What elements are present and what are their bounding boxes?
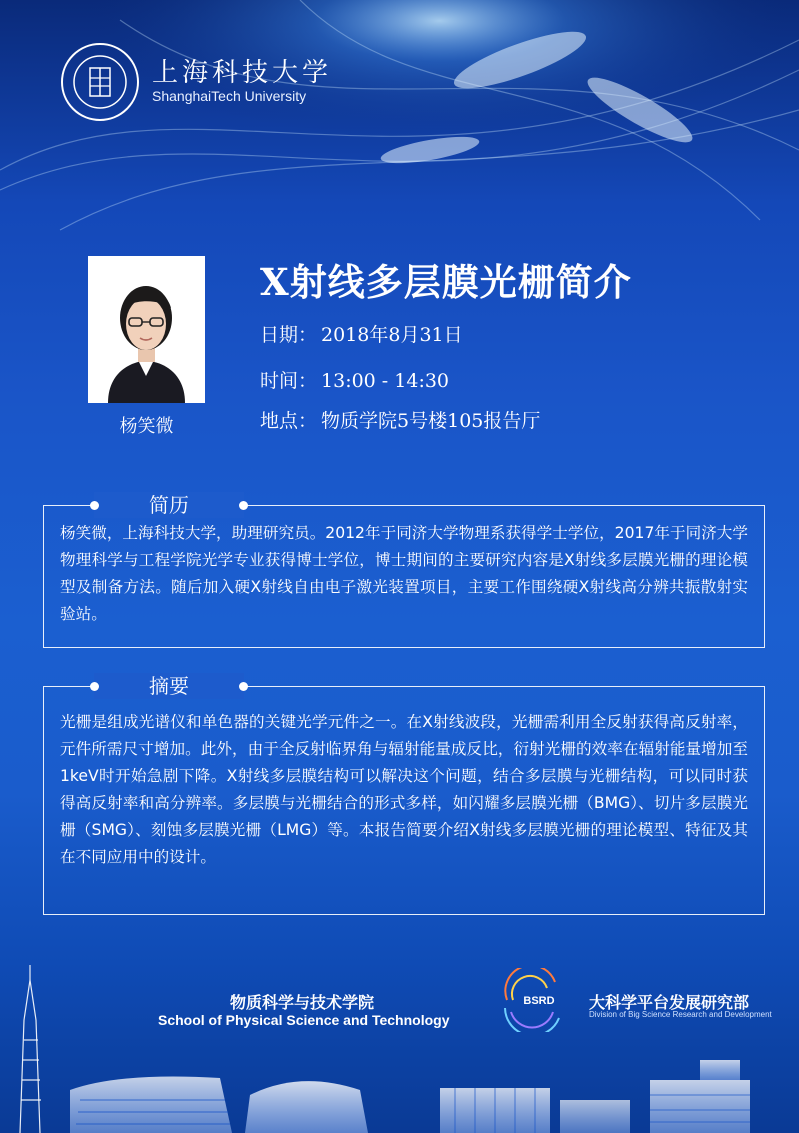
campus-skyline-illustration — [0, 960, 799, 1133]
time-label: 时间： — [260, 370, 318, 392]
place-value: 物质学院5号楼105报告厅 — [321, 410, 541, 432]
date-row — [260, 320, 463, 347]
bsrd-name-cn: 大科学平台发展研究部 — [589, 993, 750, 1012]
bsrd-abbr: BSRD — [523, 995, 555, 1007]
talk-title: X射线多层膜光栅简介 — [260, 260, 632, 304]
speaker-name: 杨笑微 — [119, 416, 174, 437]
school-name-cn: 物质科学与技术学院 — [230, 993, 375, 1012]
university-name-cn: 上海科技大学 — [152, 58, 333, 88]
bsrd-name-en: Division of Big Science Research and Development — [589, 1010, 772, 1019]
abstract-heading: 摘要 — [94, 673, 244, 699]
school-name-en: School of Physical Science and Technology — [158, 1012, 450, 1028]
bsrd-logo-icon — [497, 968, 581, 1032]
bio-heading: 简历 — [94, 492, 244, 518]
place-row — [260, 406, 540, 433]
place-label: 地点： — [260, 410, 318, 432]
abstract-section — [43, 674, 765, 915]
date-value: 2018年8月31日 — [321, 324, 463, 346]
university-seal-icon — [60, 42, 140, 122]
date-label: 日期： — [260, 324, 318, 346]
time-value: 13:00 - 14:30 — [321, 370, 450, 392]
portrait-photo-icon — [88, 256, 205, 403]
abstract-text: 光栅是组成光谱仪和单色器的关键光学元件之一。在X射线波段，光栅需利用全反射获得高反射率，元件所需尺寸增加。此外，由于全反射临界角与辐射能量成反比，衍射光栅的效率在辐射能量增加至1keV时开始急剧下降。X射线多层膜结构可以解决这个问题，结合多层膜与光栅结构，可以同时获得高反射率和高分辨率。多层膜与光栅结合的形式多样，如闪耀多层膜光栅（BMG）、切片多层膜光栅（SMG）、刻蚀多层膜光栅（LMG）等。本报告简要介绍X射线多层膜光栅的理论模型、特征及其在不同应用中的设计。 — [60, 713, 748, 866]
time-row — [260, 366, 449, 393]
bio-section — [43, 493, 765, 648]
bio-text: 杨笑微，上海科技大学，助理研究员。2012年于同济大学物理系获得学士学位，2017年于同济大学物理科学与工程学院光学专业获得博士学位，博士期间的主要研究内容是X射线多层膜光栅的理论模型及制备方法。随后加入硬X射线自由电子激光装置项目，主要工作围绕硬X射线高分辨共振散射实验站。 — [60, 524, 748, 623]
university-name-en: ShanghaiTech University — [152, 88, 307, 104]
speaker-photo — [88, 256, 205, 403]
